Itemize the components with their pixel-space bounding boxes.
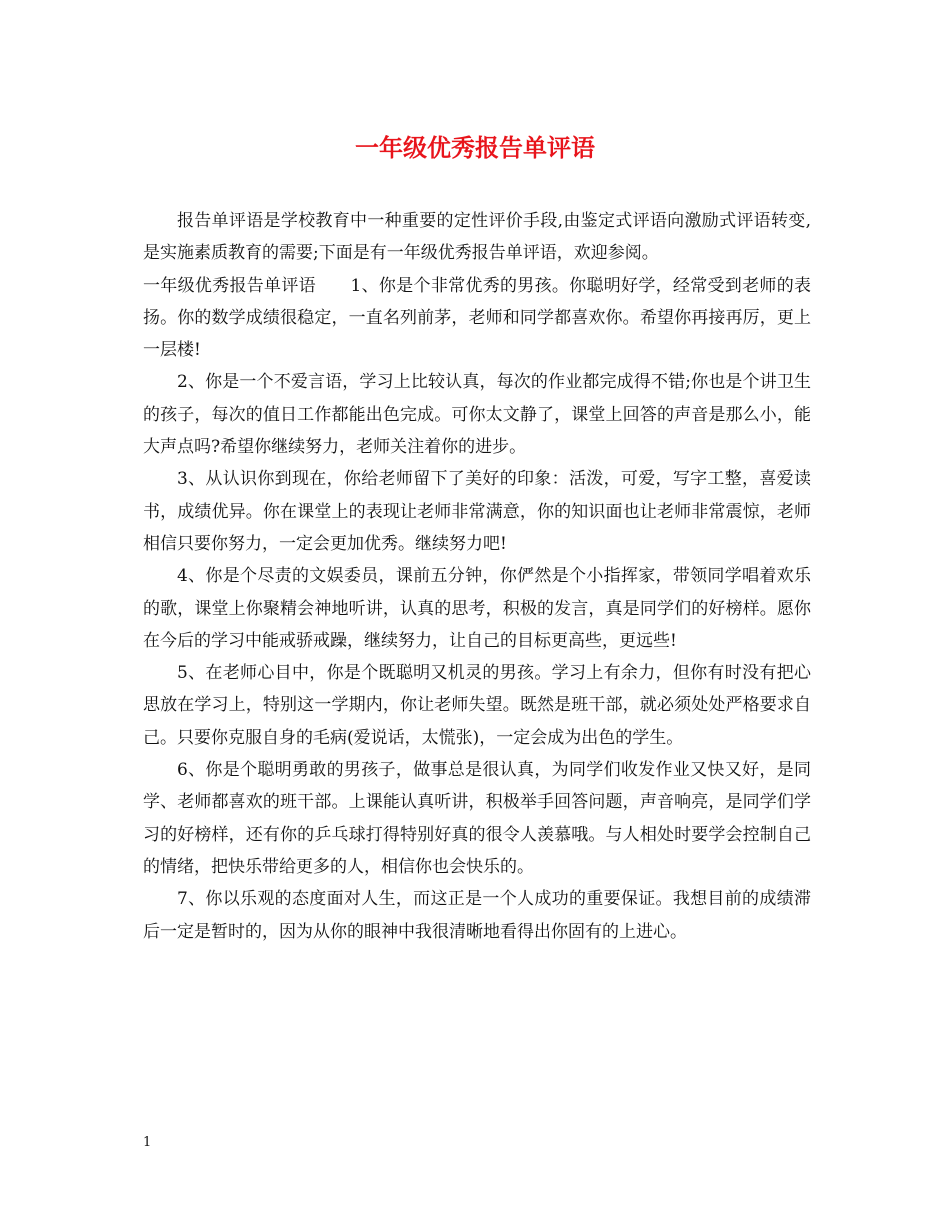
comment-paragraph-3: 3、从认识你到现在，你给老师留下了美好的印象：活泼，可爱，写字工整，喜爱读书，成绩优异。你在课堂上的表现让老师非常满意，你的知识面也让老师非常震惊，老师相信只要你努力，一定会更加优秀。继续努力吧!	[143, 469, 811, 554]
comment-paragraph-5: 5、在老师心目中，你是个既聪明又机灵的男孩。学习上有余力，但你有时没有把心思放在学习上，特别这一学期内，你让老师失望。既然是班干部，就必须处处严格要求自己。只要你克服自身的毛病(爱说话，太慌张)，一定会成为出色的学生。	[143, 663, 811, 748]
comment-paragraph-4: 4、你是个尽责的文娱委员，课前五分钟，你俨然是个小指挥家，带领同学唱着欢乐的歌，课堂上你聚精会神地听讲，认真的思考，积极的发言，真是同学们的好榜样。愿你在今后的学习中能戒骄戒躁，继续努力，让自己的目标更高些，更远些!	[143, 566, 811, 651]
document-body	[143, 205, 811, 948]
comment-paragraph-2: 2、你是一个不爱言语，学习上比较认真，每次的作业都完成得不错;你也是个讲卫生的孩子，每次的值日工作都能出色完成。可你太文静了，课堂上回答的声音是那么小，能大声点吗?希望你继续努力，老师关注着你的进步。	[143, 372, 811, 458]
comment-paragraph-7: 7、你以乐观的态度面对人生，而这正是一个人成功的重要保证。我想目前的成绩滞后一定是暂时的，因为从你的眼神中我很清晰地看得出你固有的上进心。	[143, 889, 811, 942]
document-title: 一年级优秀报告单评语	[355, 133, 595, 162]
comment-paragraph-1: 一年级优秀报告单评语 1、你是个非常优秀的男孩。你聪明好学，经常受到老师的表扬。你的数学成绩很稳定，一直名列前茅，老师和同学都喜欢你。希望你再接再厉，更上一层楼!	[143, 275, 811, 361]
comment-paragraph-6: 6、你是个聪明勇敢的男孩子，做事总是很认真，为同学们收发作业又快又好，是同学、老师都喜欢的班干部。上课能认真听讲，积极举手回答问题，声音响亮，是同学们学习的好榜样，还有你的乒乓球打得特别好真的很令人羡慕哦。与人相处时要学会控制自己的情绪，把快乐带给更多的人，相信你也会快乐的。	[143, 760, 811, 877]
page-number: 1	[143, 1135, 152, 1150]
intro-paragraph: 报告单评语是学校教育中一种重要的定性评价手段,由鉴定式评语向激励式评语转变,是实施素质教育的需要;下面是有一年级优秀报告单评语，欢迎参阅。	[143, 211, 811, 264]
